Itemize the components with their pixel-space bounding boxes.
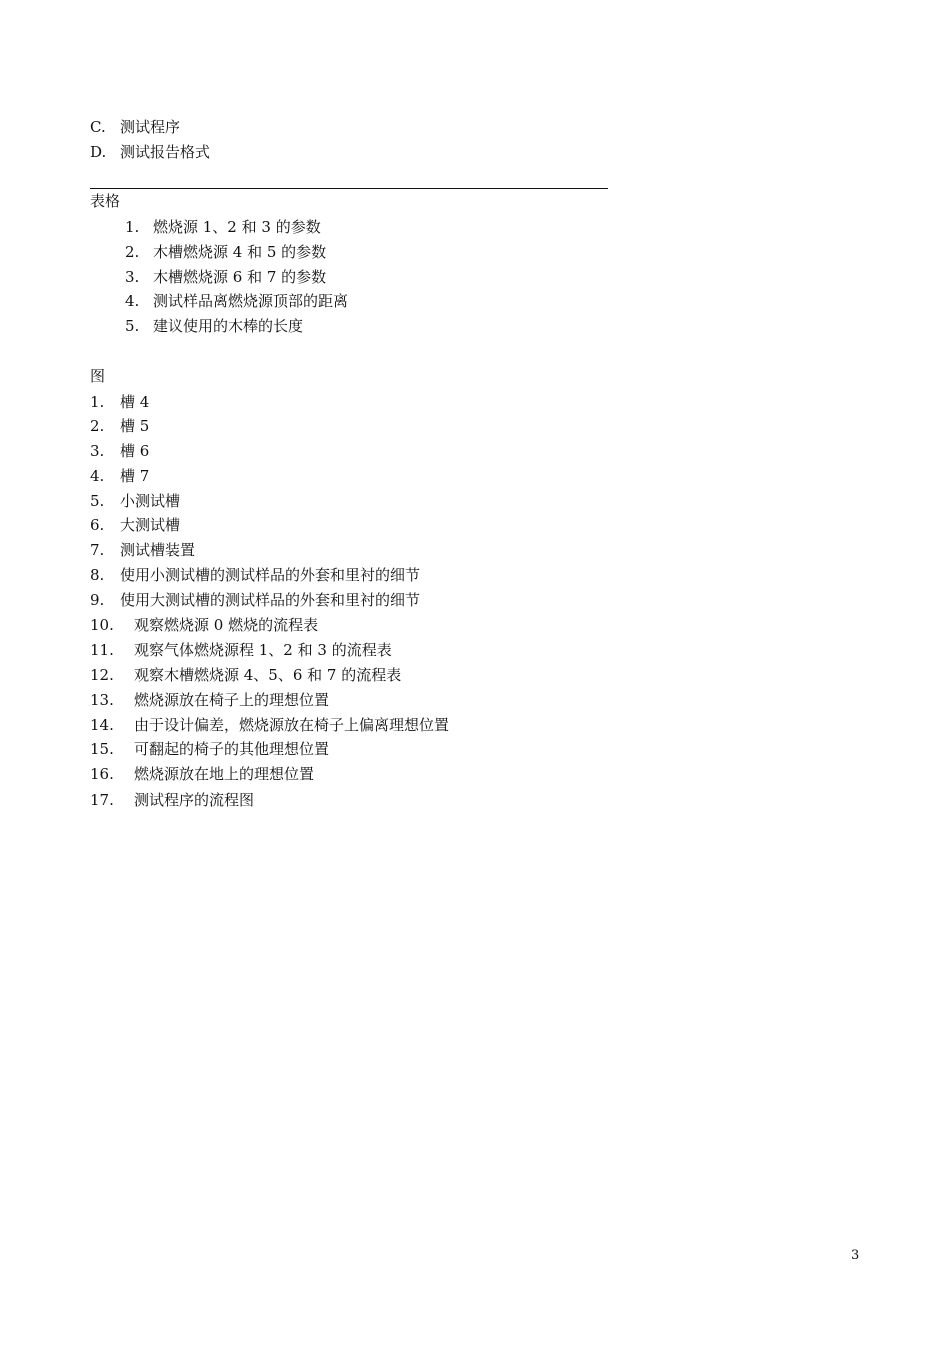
- item-text: 小测试槽: [120, 492, 181, 510]
- item-number: D.: [90, 143, 107, 161]
- item-text: 观察气体燃烧源程 1、2 和 3 的流程表: [134, 641, 392, 659]
- item-text: 可翻起的椅子的其他理想位置: [134, 740, 330, 758]
- item-text: 槽 5: [120, 417, 150, 435]
- figure-list-item: [90, 566, 420, 584]
- item-number: 15.: [90, 740, 114, 758]
- item-number: 10.: [90, 616, 114, 634]
- item-text: 燃烧源 1、2 和 3 的参数: [153, 218, 321, 236]
- item-number: 3.: [90, 442, 105, 460]
- figure-list-item: [90, 666, 401, 684]
- figure-list-item: [90, 716, 449, 734]
- item-text: 使用大测试槽的测试样品的外套和里衬的细节: [120, 591, 421, 609]
- item-text: 槽 7: [120, 467, 150, 485]
- figure-list-item: [90, 541, 195, 559]
- item-number: 12.: [90, 666, 114, 684]
- item-text: 测试报告格式: [120, 143, 211, 161]
- figure-list-item: [90, 591, 420, 609]
- item-text: 槽 6: [120, 442, 150, 460]
- item-number: 2.: [90, 417, 105, 435]
- item-text: 观察燃烧源 0 燃烧的流程表: [134, 616, 319, 634]
- item-number: 11.: [90, 641, 114, 659]
- item-text: 测试程序: [120, 118, 181, 136]
- item-number: 4.: [125, 292, 140, 310]
- list-item-c: [90, 118, 180, 136]
- item-text: 槽 4: [120, 393, 150, 411]
- item-text: 由于设计偏差，燃烧源放在椅子上偏离理想位置: [134, 716, 450, 734]
- page-number: 3: [851, 1248, 860, 1263]
- item-number: 3.: [125, 268, 140, 286]
- item-text: 燃烧源放在椅子上的理想位置: [134, 691, 330, 709]
- item-text: 大测试槽: [120, 516, 181, 534]
- item-text: 观察木槽燃烧源 4、5、6 和 7 的流程表: [134, 666, 402, 684]
- item-number: 5.: [125, 317, 140, 335]
- figure-list-item: [90, 442, 149, 460]
- item-number: 14.: [90, 716, 114, 734]
- figure-list-item: [90, 417, 149, 435]
- table-list-item: [125, 317, 303, 335]
- figure-list-item: [90, 791, 254, 809]
- item-number: 6.: [90, 516, 105, 534]
- tables-heading: 表格: [90, 192, 121, 210]
- item-text: 燃烧源放在地上的理想位置: [134, 765, 315, 783]
- item-number: C.: [90, 118, 106, 136]
- section-divider: [90, 188, 608, 189]
- item-text: 测试程序的流程图: [134, 791, 255, 809]
- item-text: 使用小测试槽的测试样品的外套和里衬的细节: [120, 566, 421, 584]
- table-list-item: [125, 292, 348, 310]
- figure-list-item: [90, 616, 318, 634]
- figure-list-item: [90, 691, 329, 709]
- item-number: 17.: [90, 791, 114, 809]
- figure-list-item: [90, 492, 180, 510]
- item-number: 13.: [90, 691, 114, 709]
- item-number: 5.: [90, 492, 105, 510]
- item-number: 9.: [90, 591, 105, 609]
- figure-list-item: [90, 740, 329, 758]
- table-list-item: [125, 243, 326, 261]
- item-text: 测试样品离燃烧源顶部的距离: [153, 292, 349, 310]
- table-list-item: [125, 268, 326, 286]
- item-text: 建议使用的木棒的长度: [153, 317, 304, 335]
- list-item-d: [90, 143, 210, 161]
- item-number: 7.: [90, 541, 105, 559]
- item-text: 木槽燃烧源 6 和 7 的参数: [153, 268, 327, 286]
- item-number: 1.: [125, 218, 140, 236]
- figure-list-item: [90, 393, 149, 411]
- table-list-item: [125, 218, 321, 236]
- item-number: 8.: [90, 566, 105, 584]
- figure-list-item: [90, 516, 180, 534]
- figure-list-item: [90, 467, 149, 485]
- item-number: 1.: [90, 393, 105, 411]
- figure-list-item: [90, 765, 314, 783]
- item-text: 木槽燃烧源 4 和 5 的参数: [153, 243, 327, 261]
- item-number: 4.: [90, 467, 105, 485]
- item-number: 2.: [125, 243, 140, 261]
- figure-list-item: [90, 641, 392, 659]
- item-text: 测试槽装置: [120, 541, 196, 559]
- figures-heading: 图: [90, 367, 106, 385]
- item-number: 16.: [90, 765, 114, 783]
